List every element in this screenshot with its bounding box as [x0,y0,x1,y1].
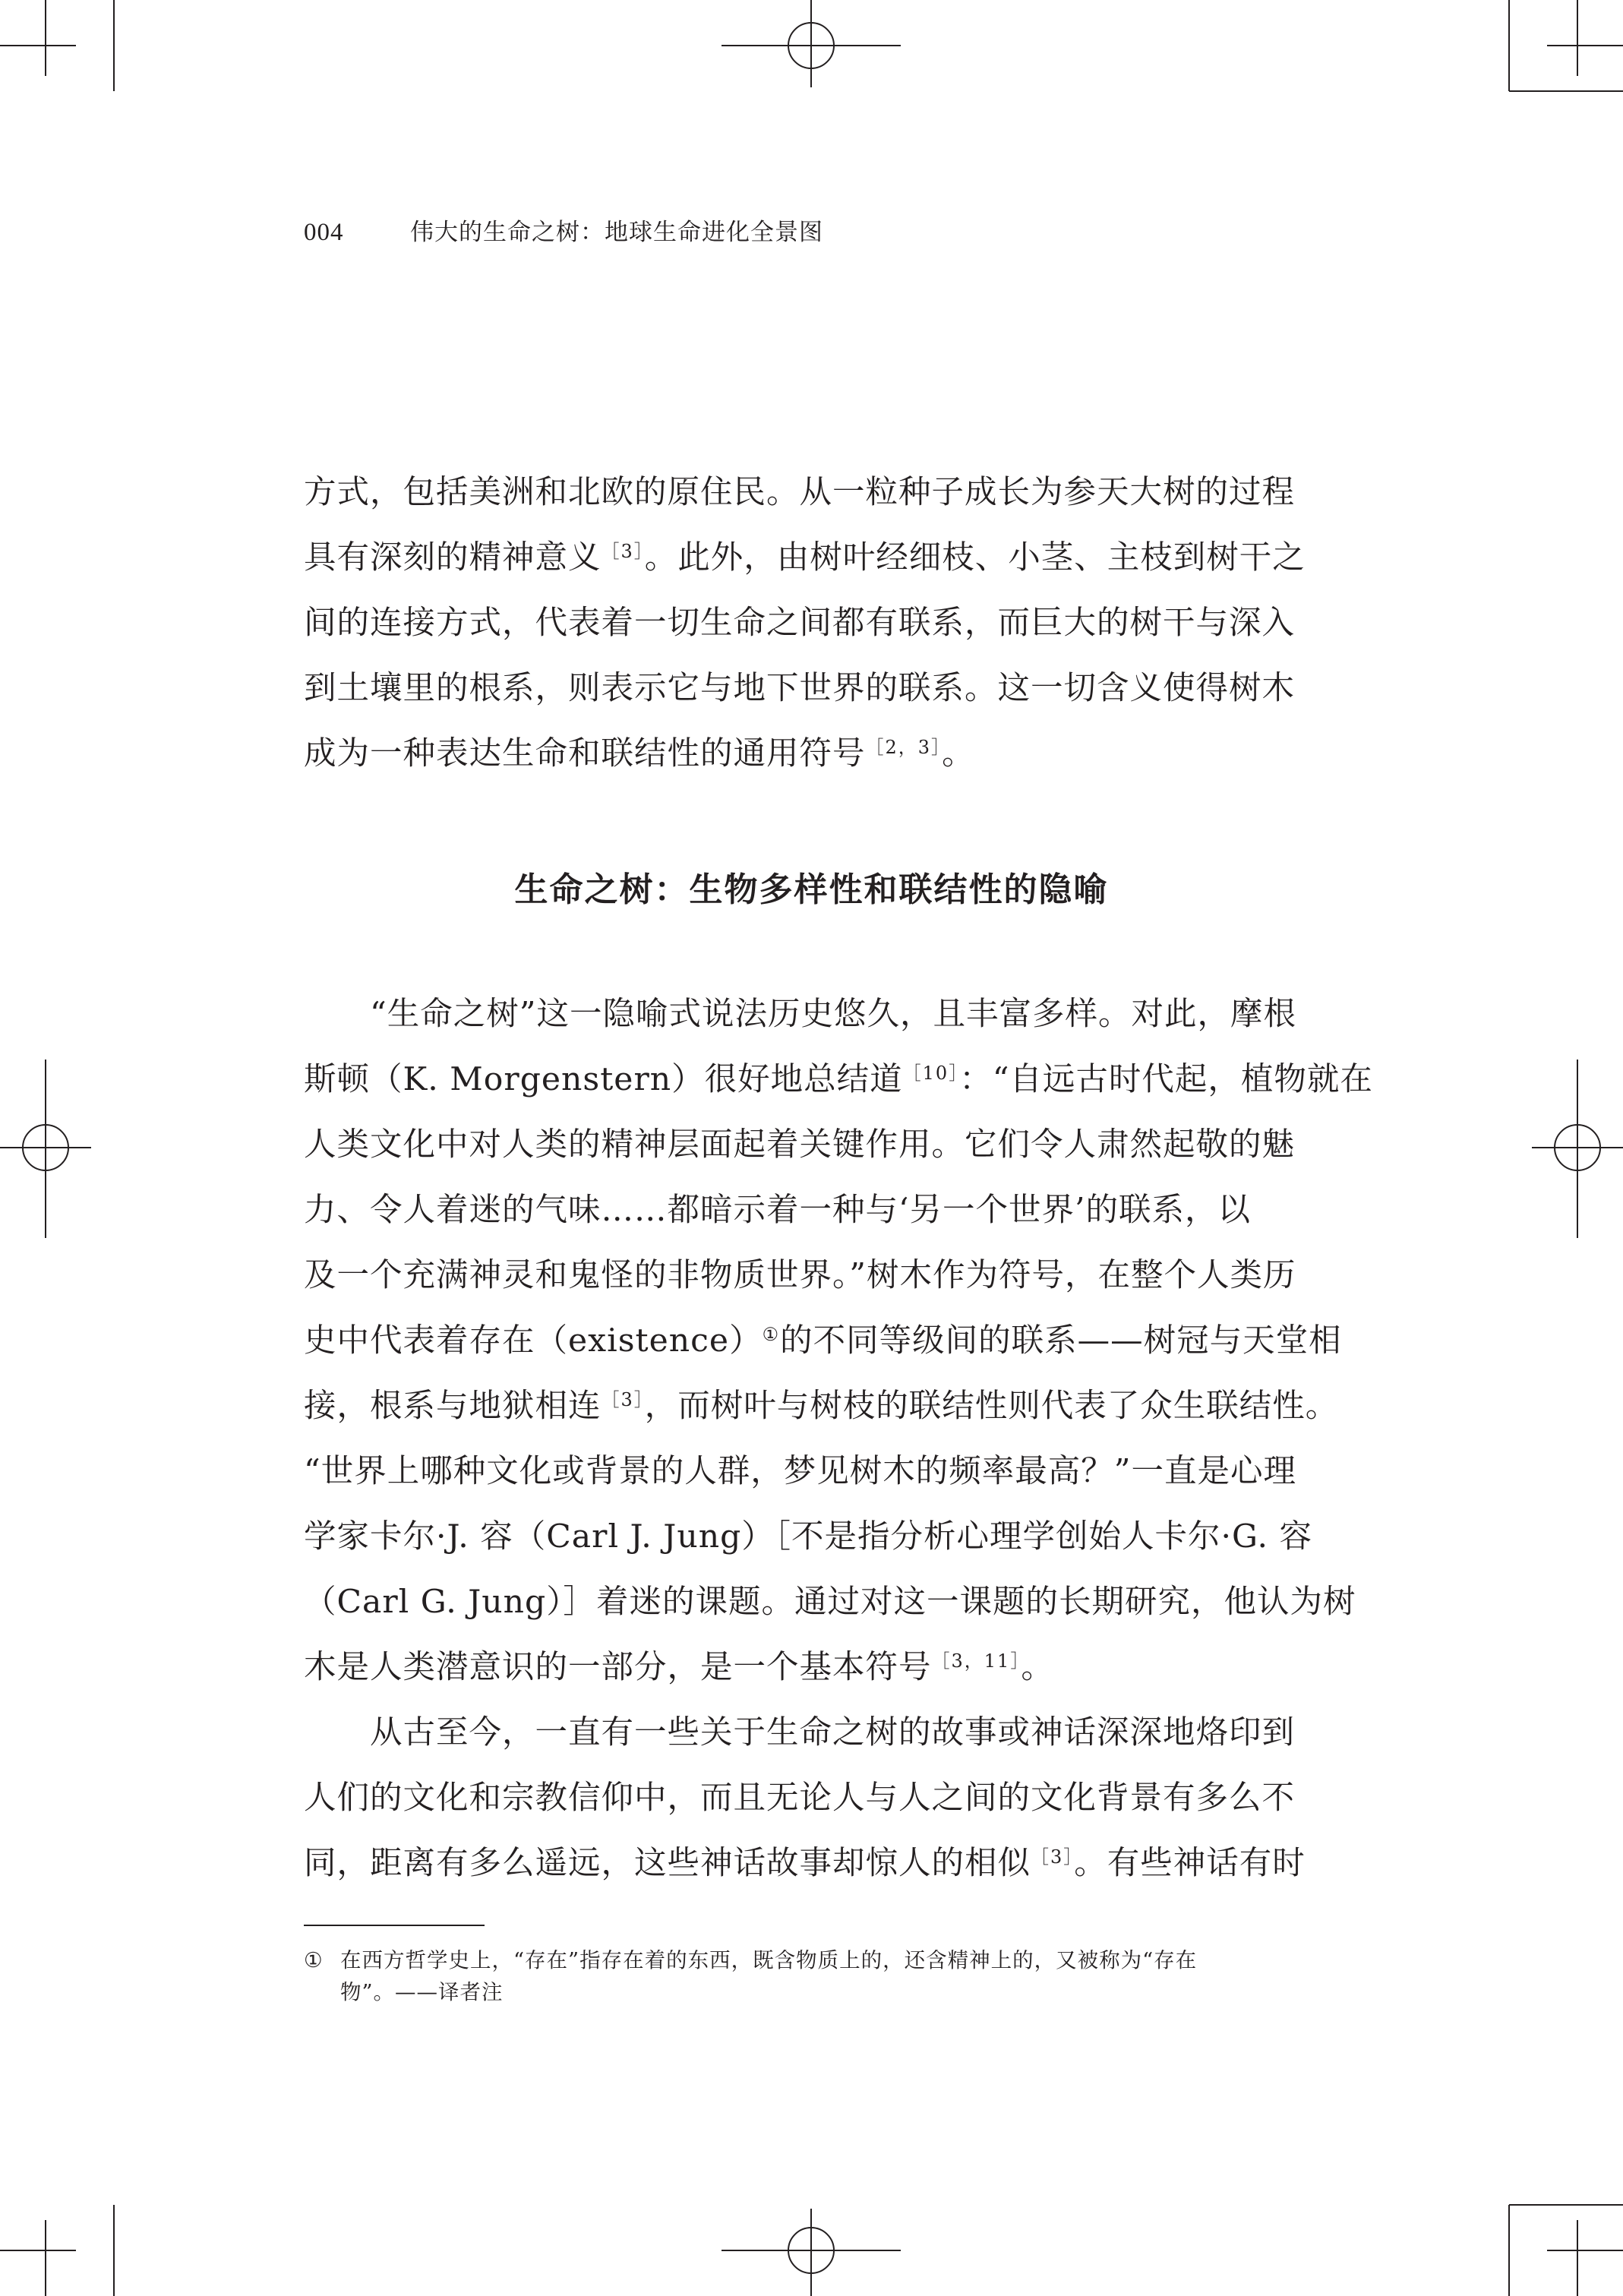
text-span: ，而树叶与树枝的联结性则代表了众生联结性。 [644,1388,1339,1425]
text-line: 到土壤里的根系，则表示它与地下世界的联系。这一切含义使得树木 [304,670,1296,707]
text-span: 的不同等级间的联系——树冠与天堂相 [780,1322,1342,1360]
footnote-line [304,1944,1284,1976]
text-span: 接，根系与地狱相连 [304,1388,602,1425]
register-mark-right [1532,1060,1623,1238]
book-title: 伟大的生命之树：地球生命进化全景图 [410,219,823,246]
footnote-text: 在西方哲学史上，“存在”指存在着的东西，既含物质上的，还含精神上的，又被称为“存在 [340,1948,1198,1972]
text-span: 木是人类潜意识的一部分，是一个基本符号 [304,1649,932,1686]
text-span: 史中代表着存在（existence） [304,1322,763,1360]
footnote-marker: ① [304,1948,324,1972]
section-heading: 生命之树：生物多样性和联结性的隐喻 [514,870,1109,909]
text-line: 从古至今，一直有一些关于生命之树的故事或神话深深地烙印到 [304,1714,1296,1751]
footnote-line: 物”。——译者注 [340,1980,504,2004]
text-line: 学家卡尔·J. 容（Carl J. Jung）［不是指分析心理学创始人卡尔·G. 容 [304,1518,1312,1555]
text-line: “生命之树”这一隐喻式说法历史悠久，且丰富多样。对此，摩根 [304,996,1296,1033]
text-span: 。有些神话有时 [1074,1845,1306,1882]
text-line: 人类文化中对人类的精神层面起着关键作用。它们令人肃然起敬的魅 [304,1126,1296,1164]
register-mark-left [0,1060,91,1238]
body-paragraph-1 [304,460,1306,787]
text-line: 方式，包括美洲和北欧的原住民。从一粒种子成长为参天大树的过程 [304,474,1296,511]
text-span: ：“自远古时代起，植物就在 [959,1061,1373,1098]
text-line: 间的连接方式，代表着一切生命之间都有联系，而巨大的树干与深入 [304,605,1296,642]
text-span: 成为一种表达生命和联结性的通用符号 [304,735,866,772]
register-mark-top [722,0,901,87]
text-span: 。此外，由树叶经细枝、小茎、主枝到树干之 [644,539,1306,576]
footnote-reference[interactable]: ① [762,1324,781,1345]
text-line [304,1309,1342,1374]
text-line: （Carl G. Jung）］着迷的课题。通过对这一课题的长期研究，他认为树 [304,1584,1356,1621]
text-line: 力、令人着迷的气味……都暗示着一种与‘另一个世界’的联系，以 [304,1192,1252,1229]
text-line: 人们的文化和宗教信仰中，而且无论人与人之间的文化背景有多么不 [304,1780,1296,1817]
citation: ［3］ [1031,1846,1075,1868]
body-paragraph-3 [304,1701,1306,1896]
citation: ［3，11］ [931,1650,1021,1672]
text-line [304,1635,1284,1701]
register-mark-bottom [722,2209,901,2296]
footnote-divider [304,1925,485,1926]
body-paragraph-2 [304,982,1373,1701]
text-span: 。 [1021,1649,1054,1686]
text-line [304,1047,1373,1113]
text-span: 斯顿（K. Morgenstern）很好地总结道 [304,1061,903,1098]
citation: ［3］ [601,1389,645,1410]
text-span: 具有深刻的精神意义 [304,539,602,576]
citation: ［10］ [902,1063,960,1084]
running-header [304,213,823,247]
text-line [304,526,1306,591]
citation: ［3］ [601,541,645,562]
text-line [304,722,1284,787]
text-line: “世界上哪种文化或背景的人群，梦见树木的频率最高？”一直是心理 [304,1453,1296,1490]
citation: ［2，3］ [865,737,943,758]
footnote [304,1944,1284,2008]
page-number: 004 [304,219,344,246]
text-line [304,1831,1306,1896]
text-span: 。 [942,735,975,772]
text-line: 及一个充满神灵和鬼怪的非物质世界。”树木作为符号，在整个人类历 [304,1257,1296,1294]
text-span: 同，距离有多么遥远，这些神话故事却惊人的相似 [304,1845,1031,1882]
text-line [304,1374,1339,1439]
